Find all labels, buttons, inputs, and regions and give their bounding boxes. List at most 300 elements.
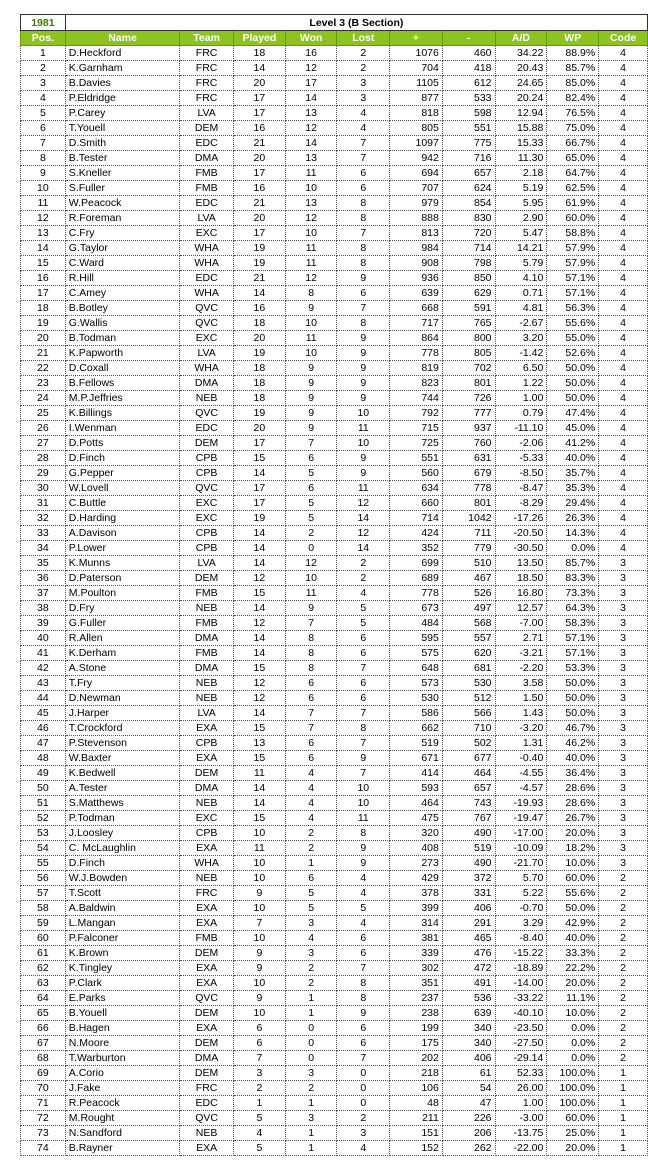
cell-team: DMA: [180, 376, 234, 391]
table-row: [21, 856, 648, 871]
cell-average-difference: -2.67: [495, 316, 547, 331]
cell-won: 7: [285, 721, 337, 736]
cell-code: 4: [599, 436, 648, 451]
cell-name: W.Lovell: [65, 481, 179, 496]
cell-win-percentage: 45.0%: [547, 421, 599, 436]
cell-played: 21: [233, 196, 285, 211]
cell-points-for: 152: [390, 1141, 443, 1156]
table-row: [21, 976, 648, 991]
cell-played: 10: [233, 871, 285, 886]
cell-points-for: 424: [390, 526, 443, 541]
table-row: [21, 946, 648, 961]
cell-win-percentage: 73.3%: [547, 586, 599, 601]
cell-lost: 6: [337, 181, 390, 196]
cell-played: 20: [233, 421, 285, 436]
cell-won: 12: [285, 61, 337, 76]
table-row: [21, 226, 648, 241]
cell-team: FMB: [180, 646, 234, 661]
cell-points-against: 530: [442, 676, 495, 691]
cell-pos: 62: [21, 961, 66, 976]
cell-pos: 36: [21, 571, 66, 586]
cell-played: 14: [233, 466, 285, 481]
cell-team: NEB: [180, 676, 234, 691]
cell-pos: 66: [21, 1021, 66, 1036]
cell-name: G.Taylor: [65, 241, 179, 256]
cell-points-against: 464: [442, 766, 495, 781]
cell-pos: 58: [21, 901, 66, 916]
cell-won: 4: [285, 931, 337, 946]
cell-points-for: 813: [390, 226, 443, 241]
cell-points-for: 699: [390, 556, 443, 571]
cell-played: 2: [233, 1081, 285, 1096]
cell-points-against: 536: [442, 991, 495, 1006]
cell-team: FMB: [180, 616, 234, 631]
cell-name: N.Sandford: [65, 1126, 179, 1141]
cell-win-percentage: 18.2%: [547, 841, 599, 856]
cell-pos: 9: [21, 166, 66, 181]
cell-lost: 7: [337, 661, 390, 676]
cell-pos: 70: [21, 1081, 66, 1096]
cell-points-for: 908: [390, 256, 443, 271]
cell-played: 17: [233, 106, 285, 121]
cell-points-for: 475: [390, 811, 443, 826]
cell-average-difference: -15.22: [495, 946, 547, 961]
cell-team: DMA: [180, 631, 234, 646]
cell-pos: 54: [21, 841, 66, 856]
cell-played: 14: [233, 286, 285, 301]
cell-code: 4: [599, 91, 648, 106]
header-team: Team: [180, 31, 234, 46]
cell-pos: 26: [21, 421, 66, 436]
cell-average-difference: -40.10: [495, 1006, 547, 1021]
cell-won: 0: [285, 541, 337, 556]
cell-lost: 12: [337, 526, 390, 541]
cell-lost: 10: [337, 796, 390, 811]
cell-average-difference: -17.00: [495, 826, 547, 841]
cell-points-against: 1042: [442, 511, 495, 526]
cell-code: 3: [599, 646, 648, 661]
cell-points-against: 262: [442, 1141, 495, 1156]
table-row: [21, 676, 648, 691]
cell-points-for: 575: [390, 646, 443, 661]
cell-points-for: 339: [390, 946, 443, 961]
table-row: [21, 271, 648, 286]
cell-pos: 22: [21, 361, 66, 376]
cell-lost: 4: [337, 106, 390, 121]
cell-win-percentage: 36.4%: [547, 766, 599, 781]
cell-played: 9: [233, 961, 285, 976]
cell-points-against: 830: [442, 211, 495, 226]
table-row: [21, 1006, 648, 1021]
cell-pos: 51: [21, 796, 66, 811]
cell-points-against: 629: [442, 286, 495, 301]
cell-points-against: 406: [442, 901, 495, 916]
cell-points-against: 226: [442, 1111, 495, 1126]
cell-win-percentage: 83.3%: [547, 571, 599, 586]
cell-name: A.Davison: [65, 526, 179, 541]
cell-win-percentage: 55.6%: [547, 316, 599, 331]
cell-lost: 4: [337, 916, 390, 931]
cell-points-for: 314: [390, 916, 443, 931]
cell-team: CPB: [180, 541, 234, 556]
cell-team: DEM: [180, 571, 234, 586]
cell-code: 3: [599, 796, 648, 811]
cell-code: 3: [599, 736, 648, 751]
cell-team: DMA: [180, 781, 234, 796]
cell-lost: 9: [337, 376, 390, 391]
cell-points-against: 591: [442, 301, 495, 316]
cell-team: FMB: [180, 586, 234, 601]
cell-code: 2: [599, 886, 648, 901]
cell-name: B.Davies: [65, 76, 179, 91]
cell-team: NEB: [180, 601, 234, 616]
cell-lost: 4: [337, 586, 390, 601]
table-row: [21, 151, 648, 166]
cell-team: DEM: [180, 766, 234, 781]
cell-won: 5: [285, 496, 337, 511]
table-row: [21, 706, 648, 721]
cell-won: 2: [285, 841, 337, 856]
cell-played: 16: [233, 301, 285, 316]
cell-average-difference: 20.43: [495, 61, 547, 76]
cell-won: 4: [285, 796, 337, 811]
cell-points-against: 677: [442, 751, 495, 766]
cell-average-difference: -3.00: [495, 1111, 547, 1126]
cell-win-percentage: 65.0%: [547, 151, 599, 166]
cell-points-against: 657: [442, 781, 495, 796]
cell-played: 18: [233, 46, 285, 61]
table-row: [21, 1111, 648, 1126]
cell-points-against: 476: [442, 946, 495, 961]
cell-name: J.Harper: [65, 706, 179, 721]
cell-pos: 63: [21, 976, 66, 991]
cell-code: 2: [599, 976, 648, 991]
cell-team: LVA: [180, 211, 234, 226]
table-row: [21, 586, 648, 601]
cell-team: QVC: [180, 301, 234, 316]
cell-average-difference: 1.43: [495, 706, 547, 721]
cell-points-for: 717: [390, 316, 443, 331]
cell-code: 4: [599, 226, 648, 241]
cell-team: LVA: [180, 556, 234, 571]
table-row: [21, 406, 648, 421]
cell-points-for: 273: [390, 856, 443, 871]
cell-average-difference: -7.00: [495, 616, 547, 631]
cell-points-against: 624: [442, 181, 495, 196]
cell-points-for: 175: [390, 1036, 443, 1051]
cell-won: 4: [285, 781, 337, 796]
cell-code: 2: [599, 901, 648, 916]
cell-name: D.Paterson: [65, 571, 179, 586]
cell-name: R.Peacock: [65, 1096, 179, 1111]
cell-won: 2: [285, 826, 337, 841]
cell-pos: 30: [21, 481, 66, 496]
cell-lost: 6: [337, 286, 390, 301]
cell-points-for: 519: [390, 736, 443, 751]
cell-win-percentage: 25.0%: [547, 1126, 599, 1141]
cell-code: 4: [599, 481, 648, 496]
cell-average-difference: -2.06: [495, 436, 547, 451]
cell-points-against: 291: [442, 916, 495, 931]
cell-name: C. McLaughlin: [65, 841, 179, 856]
cell-average-difference: -4.57: [495, 781, 547, 796]
cell-win-percentage: 50.0%: [547, 376, 599, 391]
cell-points-for: 648: [390, 661, 443, 676]
cell-played: 17: [233, 166, 285, 181]
cell-points-for: 48: [390, 1096, 443, 1111]
cell-played: 9: [233, 886, 285, 901]
cell-pos: 5: [21, 106, 66, 121]
cell-average-difference: -27.50: [495, 1036, 547, 1051]
cell-points-against: 510: [442, 556, 495, 571]
cell-lost: 14: [337, 541, 390, 556]
cell-won: 7: [285, 706, 337, 721]
cell-points-for: 707: [390, 181, 443, 196]
cell-name: B.Youell: [65, 1006, 179, 1021]
cell-pos: 65: [21, 1006, 66, 1021]
cell-pos: 55: [21, 856, 66, 871]
cell-won: 3: [285, 1066, 337, 1081]
table-row: [21, 871, 648, 886]
cell-played: 20: [233, 76, 285, 91]
cell-points-against: 937: [442, 421, 495, 436]
cell-played: 19: [233, 511, 285, 526]
cell-won: 2: [285, 526, 337, 541]
cell-team: CPB: [180, 451, 234, 466]
cell-points-for: 378: [390, 886, 443, 901]
header-win-percentage: WP: [547, 31, 599, 46]
cell-average-difference: 26.00: [495, 1081, 547, 1096]
cell-name: S.Matthews: [65, 796, 179, 811]
cell-win-percentage: 20.0%: [547, 976, 599, 991]
cell-points-against: 465: [442, 931, 495, 946]
cell-team: EXA: [180, 841, 234, 856]
cell-name: B.Hagen: [65, 1021, 179, 1036]
cell-code: 2: [599, 961, 648, 976]
cell-points-for: 573: [390, 676, 443, 691]
cell-points-for: 320: [390, 826, 443, 841]
cell-won: 2: [285, 976, 337, 991]
cell-played: 14: [233, 631, 285, 646]
cell-pos: 11: [21, 196, 66, 211]
cell-pos: 60: [21, 931, 66, 946]
cell-code: 4: [599, 106, 648, 121]
cell-win-percentage: 33.3%: [547, 946, 599, 961]
table-row: [21, 631, 648, 646]
cell-points-for: 942: [390, 151, 443, 166]
cell-name: A.Stone: [65, 661, 179, 676]
cell-points-against: 460: [442, 46, 495, 61]
cell-average-difference: -3.20: [495, 721, 547, 736]
cell-won: 13: [285, 151, 337, 166]
cell-won: 6: [285, 481, 337, 496]
cell-team: EDC: [180, 196, 234, 211]
cell-code: 4: [599, 286, 648, 301]
cell-played: 3: [233, 1066, 285, 1081]
cell-played: 15: [233, 586, 285, 601]
cell-name: T.Scott: [65, 886, 179, 901]
cell-played: 18: [233, 316, 285, 331]
cell-code: 3: [599, 571, 648, 586]
cell-win-percentage: 58.3%: [547, 616, 599, 631]
cell-played: 17: [233, 481, 285, 496]
cell-pos: 45: [21, 706, 66, 721]
cell-points-against: 775: [442, 136, 495, 151]
cell-name: P.Todman: [65, 811, 179, 826]
cell-team: EDC: [180, 271, 234, 286]
cell-points-against: 47: [442, 1096, 495, 1111]
table-row: [21, 526, 648, 541]
cell-played: 6: [233, 1021, 285, 1036]
cell-win-percentage: 40.0%: [547, 751, 599, 766]
cell-win-percentage: 26.7%: [547, 811, 599, 826]
cell-code: 2: [599, 946, 648, 961]
table-row: [21, 451, 648, 466]
cell-lost: 3: [337, 1126, 390, 1141]
cell-team: CPB: [180, 466, 234, 481]
cell-points-against: 801: [442, 376, 495, 391]
cell-points-against: 491: [442, 976, 495, 991]
cell-code: 3: [599, 781, 648, 796]
column-header-row: [21, 31, 648, 46]
cell-points-for: 593: [390, 781, 443, 796]
cell-code: 3: [599, 856, 648, 871]
cell-played: 15: [233, 811, 285, 826]
cell-points-against: 702: [442, 361, 495, 376]
cell-code: 4: [599, 136, 648, 151]
cell-name: I.Wenman: [65, 421, 179, 436]
cell-name: C.Ward: [65, 256, 179, 271]
cell-average-difference: -0.70: [495, 901, 547, 916]
cell-code: 4: [599, 496, 648, 511]
cell-won: 12: [285, 121, 337, 136]
cell-pos: 57: [21, 886, 66, 901]
cell-lost: 6: [337, 1021, 390, 1036]
cell-lost: 10: [337, 436, 390, 451]
cell-pos: 6: [21, 121, 66, 136]
cell-code: 1: [599, 1081, 648, 1096]
cell-code: 3: [599, 826, 648, 841]
cell-name: B.Fellows: [65, 376, 179, 391]
table-row: [21, 496, 648, 511]
cell-lost: 9: [337, 751, 390, 766]
cell-points-for: 199: [390, 1021, 443, 1036]
cell-win-percentage: 85.7%: [547, 61, 599, 76]
cell-code: 4: [599, 181, 648, 196]
cell-lost: 2: [337, 46, 390, 61]
cell-pos: 37: [21, 586, 66, 601]
cell-team: EXA: [180, 1141, 234, 1156]
cell-name: D.Potts: [65, 436, 179, 451]
table-row: [21, 766, 648, 781]
cell-name: R.Foreman: [65, 211, 179, 226]
cell-played: 19: [233, 406, 285, 421]
cell-points-against: 631: [442, 451, 495, 466]
cell-win-percentage: 11.1%: [547, 991, 599, 1006]
cell-pos: 10: [21, 181, 66, 196]
cell-team: EXA: [180, 961, 234, 976]
cell-code: 2: [599, 1021, 648, 1036]
cell-played: 6: [233, 1036, 285, 1051]
cell-played: 12: [233, 676, 285, 691]
cell-points-for: 1097: [390, 136, 443, 151]
table-row: [21, 376, 648, 391]
cell-average-difference: 5.95: [495, 196, 547, 211]
cell-lost: 14: [337, 511, 390, 526]
table-row: [21, 961, 648, 976]
cell-won: 10: [285, 346, 337, 361]
cell-team: DEM: [180, 436, 234, 451]
cell-average-difference: -21.70: [495, 856, 547, 871]
cell-won: 4: [285, 811, 337, 826]
cell-points-for: 586: [390, 706, 443, 721]
cell-team: QVC: [180, 406, 234, 421]
cell-pos: 73: [21, 1126, 66, 1141]
cell-team: FMB: [180, 931, 234, 946]
cell-team: QVC: [180, 481, 234, 496]
cell-average-difference: 6.50: [495, 361, 547, 376]
cell-lost: 7: [337, 136, 390, 151]
cell-team: DEM: [180, 1006, 234, 1021]
table-row: [21, 481, 648, 496]
table-row: [21, 121, 648, 136]
cell-points-for: 634: [390, 481, 443, 496]
cell-lost: 4: [337, 871, 390, 886]
header-points-for: +: [390, 31, 443, 46]
cell-lost: 7: [337, 736, 390, 751]
cell-played: 17: [233, 436, 285, 451]
cell-lost: 9: [337, 331, 390, 346]
cell-points-for: 805: [390, 121, 443, 136]
cell-name: K.Munns: [65, 556, 179, 571]
cell-points-against: 710: [442, 721, 495, 736]
cell-code: 3: [599, 631, 648, 646]
cell-pos: 64: [21, 991, 66, 1006]
cell-name: T.Youell: [65, 121, 179, 136]
cell-played: 7: [233, 916, 285, 931]
cell-win-percentage: 40.0%: [547, 451, 599, 466]
cell-points-for: 302: [390, 961, 443, 976]
cell-pos: 1: [21, 46, 66, 61]
cell-team: EXC: [180, 226, 234, 241]
cell-code: 3: [599, 586, 648, 601]
cell-average-difference: 15.33: [495, 136, 547, 151]
cell-name: C.Buttle: [65, 496, 179, 511]
cell-played: 18: [233, 361, 285, 376]
cell-code: 4: [599, 346, 648, 361]
cell-played: 14: [233, 61, 285, 76]
cell-points-for: 1105: [390, 76, 443, 91]
cell-team: EXA: [180, 916, 234, 931]
cell-points-for: 414: [390, 766, 443, 781]
cell-name: B.Tester: [65, 151, 179, 166]
cell-won: 14: [285, 136, 337, 151]
cell-name: A.Baldwin: [65, 901, 179, 916]
cell-points-for: 877: [390, 91, 443, 106]
cell-win-percentage: 85.7%: [547, 556, 599, 571]
cell-name: D.Finch: [65, 451, 179, 466]
table-row: [21, 91, 648, 106]
cell-lost: 8: [337, 976, 390, 991]
table-row: [21, 616, 648, 631]
cell-points-for: 715: [390, 421, 443, 436]
table-row: [21, 1036, 648, 1051]
cell-team: FRC: [180, 886, 234, 901]
cell-lost: 2: [337, 61, 390, 76]
cell-points-against: 800: [442, 331, 495, 346]
cell-points-against: 767: [442, 811, 495, 826]
cell-points-for: 106: [390, 1081, 443, 1096]
